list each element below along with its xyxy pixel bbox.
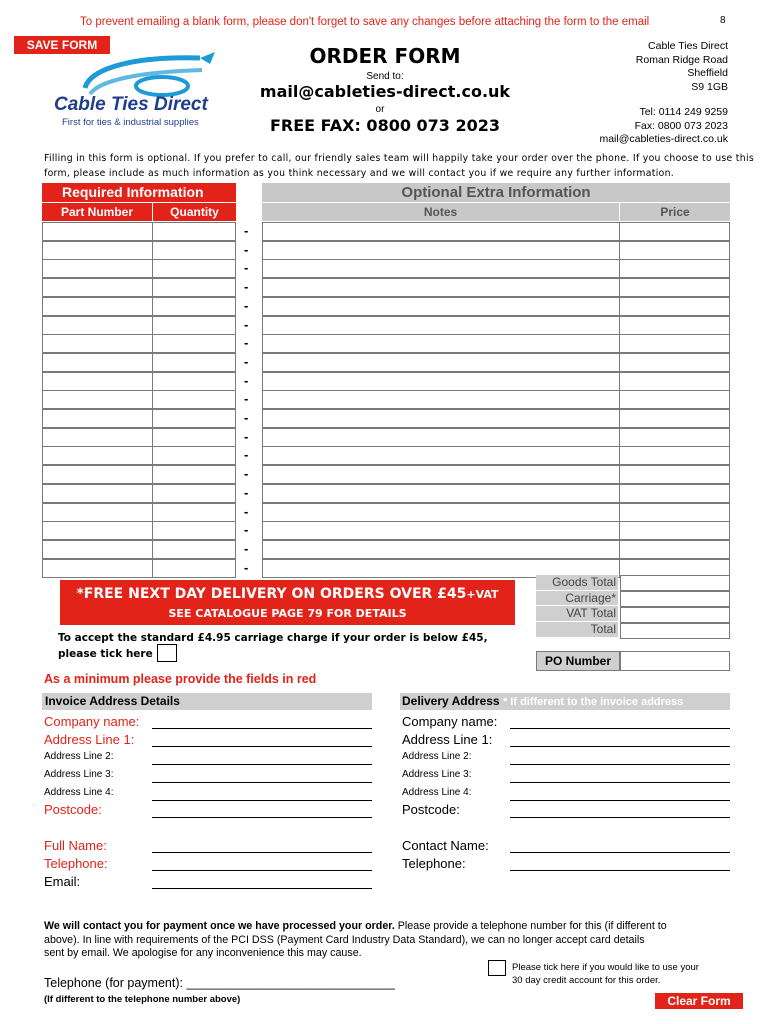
row-separator-dash: - — [244, 466, 249, 481]
delivery-addr2-label: Address Line 2: — [402, 751, 472, 762]
notes-field[interactable] — [262, 316, 620, 335]
delivery-telephone-label: Telephone: — [402, 856, 466, 871]
invoice-company-field[interactable] — [152, 728, 372, 729]
price-field[interactable] — [619, 278, 730, 297]
delivery-company-field[interactable] — [510, 728, 730, 729]
row-separator-dash: - — [244, 429, 249, 444]
delivery-postcode-label: Postcode: — [402, 802, 460, 817]
part-number-field[interactable] — [42, 503, 153, 522]
form-title: ORDER FORM — [309, 44, 461, 68]
price-field[interactable] — [619, 446, 730, 465]
credit-account-checkbox[interactable] — [488, 960, 506, 976]
row-separator-dash: - — [244, 560, 249, 575]
part-number-field[interactable] — [42, 316, 153, 335]
part-number-field[interactable] — [42, 372, 153, 391]
payment-telephone-field[interactable] — [190, 978, 390, 992]
price-field[interactable] — [619, 334, 730, 353]
invoice-company-label: Company name: — [44, 714, 140, 729]
vat-total-field[interactable] — [620, 607, 730, 623]
part-number-field[interactable] — [42, 334, 153, 353]
notes-field[interactable] — [262, 484, 620, 503]
quantity-field[interactable] — [152, 559, 236, 578]
notes-field[interactable] — [262, 297, 620, 316]
company-address — [636, 40, 728, 94]
price-field[interactable] — [619, 353, 730, 372]
send-to-label: Send to: — [366, 71, 404, 82]
invoice-addr3-label: Address Line 3: — [44, 769, 114, 780]
delivery-header-note: * If different to the invoice address — [502, 696, 684, 708]
address-line: Roman Ridge Road — [635, 53, 728, 66]
notes-field[interactable] — [262, 540, 620, 559]
goods-total-field[interactable] — [620, 575, 730, 591]
carriage-note-line: please tick here — [58, 648, 153, 660]
price-field[interactable] — [619, 409, 730, 428]
price-field[interactable] — [619, 540, 730, 559]
row-separator-dash: - — [244, 541, 249, 556]
email-field[interactable] — [152, 888, 372, 889]
row-separator-dash: - — [244, 260, 249, 275]
part-number-field[interactable] — [42, 559, 153, 578]
row-separator-dash: - — [244, 447, 249, 462]
invoice-addr2-field[interactable] — [152, 764, 372, 765]
free-fax: FREE FAX: 0800 073 2023 — [269, 116, 501, 135]
row-separator-dash: - — [244, 504, 249, 519]
vat-total-label: VAT Total — [536, 606, 618, 622]
delivery-addr2-field[interactable] — [510, 764, 730, 765]
quantity-field[interactable] — [152, 334, 236, 353]
price-field[interactable] — [619, 484, 730, 503]
po-number-field[interactable] — [620, 651, 730, 671]
total-label: Total — [536, 622, 618, 638]
delivery-addr4-field[interactable] — [510, 800, 730, 801]
notes-field[interactable] — [262, 241, 620, 260]
row-separator-dash: - — [244, 354, 249, 369]
quantity-field[interactable] — [152, 241, 236, 260]
invoice-addr1-label: Address Line 1: — [44, 732, 135, 747]
invoice-addr4-field[interactable] — [152, 800, 372, 801]
notes-field[interactable] — [262, 278, 620, 297]
payment-line1 — [44, 920, 734, 934]
credit-account-note — [512, 961, 699, 987]
company-contact — [599, 106, 728, 147]
part-number-field[interactable] — [42, 390, 153, 409]
quantity-field[interactable] — [152, 503, 236, 522]
invoice-addr1-field[interactable] — [152, 746, 372, 747]
payment-telephone-note: (If different to the telephone number above) — [44, 994, 241, 1005]
quantity-field[interactable] — [152, 372, 236, 391]
part-number-field[interactable] — [42, 465, 153, 484]
payment-notice — [44, 920, 734, 961]
company-logo — [50, 50, 225, 130]
intro-line: Filling in this form is optional. If you prefer to call, our friendly sales team will happily take your order over the phone. If you choose to use this — [44, 153, 754, 164]
contact-name-field[interactable] — [510, 852, 730, 853]
quantity-field[interactable] — [152, 428, 236, 447]
quantity-field[interactable] — [152, 222, 236, 241]
quantity-field[interactable] — [152, 465, 236, 484]
invoice-postcode-label: Postcode: — [44, 802, 102, 817]
contact-email: mail@cableties-direct.co.uk — [599, 133, 728, 145]
full-name-field[interactable] — [152, 852, 372, 853]
quantity-field[interactable] — [152, 484, 236, 503]
row-separator-dash: - — [244, 522, 249, 537]
credit-line1: Please tick here if you would like to use your — [512, 962, 699, 973]
payment-bold: We will contact you for payment once we have processed your order. — [44, 920, 395, 932]
contact-tel: Tel: 0114 249 9259 — [639, 106, 728, 118]
price-field[interactable] — [619, 259, 730, 278]
quantity-field[interactable] — [152, 297, 236, 316]
part-number-header: Part Number — [42, 203, 152, 221]
minimum-fields-note: As a minimum please provide the fields in red — [44, 672, 317, 686]
invoice-header: Invoice Address Details — [42, 693, 372, 710]
save-form-button[interactable]: SAVE FORM — [14, 36, 110, 54]
part-number-field[interactable] — [42, 353, 153, 372]
price-field[interactable] — [619, 503, 730, 522]
part-number-field[interactable] — [42, 222, 153, 241]
contact-fax: Fax: 0800 073 2023 — [634, 119, 728, 132]
row-separator-dash: - — [244, 317, 249, 332]
totals-labels — [536, 575, 618, 637]
notes-field[interactable] — [262, 521, 620, 540]
promo-line1 — [60, 586, 515, 602]
promo-line1-text: *FREE NEXT DAY DELIVERY ON ORDERS OVER £45 — [76, 586, 467, 602]
intro-text — [44, 151, 754, 181]
notes-field[interactable] — [262, 334, 620, 353]
notes-field[interactable] — [262, 428, 620, 447]
part-number-field[interactable] — [42, 521, 153, 540]
notes-field[interactable] — [262, 222, 620, 241]
required-info-header: Required Information — [42, 183, 236, 202]
payment-line2: above). In line with requirements of the PCI DSS (Payment Card Industry Data Standard), we can no longer accept card details — [44, 933, 645, 946]
address-line: Cable Ties Direct — [648, 40, 728, 52]
price-field[interactable] — [619, 428, 730, 447]
quantity-field[interactable] — [152, 521, 236, 540]
order-email: mail@cableties-direct.co.uk — [259, 82, 511, 101]
notes-header: Notes — [262, 203, 619, 221]
delivery-addr1-label: Address Line 1: — [402, 732, 493, 747]
price-field[interactable] — [619, 465, 730, 484]
carriage-label: Carriage* — [536, 591, 618, 607]
email-label: Email: — [44, 874, 81, 889]
carriage-field[interactable] — [620, 591, 730, 607]
part-number-field[interactable] — [42, 278, 153, 297]
price-field[interactable] — [619, 222, 730, 241]
carriage-checkbox[interactable] — [157, 644, 177, 662]
logo-brand: Cable Ties Direct — [54, 94, 208, 115]
top-notice: To prevent emailing a blank form, please don't forget to save any changes before attaching the form to the email — [80, 16, 650, 28]
part-number-field[interactable] — [42, 297, 153, 316]
part-number-field[interactable] — [42, 409, 153, 428]
price-field[interactable] — [619, 241, 730, 260]
invoice-telephone-field[interactable] — [152, 870, 372, 871]
quantity-field[interactable] — [152, 390, 236, 409]
carriage-note-line: To accept the standard £4.95 carriage charge if your order is below £45, — [58, 632, 488, 644]
total-field[interactable] — [620, 623, 730, 639]
row-separator-dash: - — [244, 242, 249, 257]
delivery-addr1-field[interactable] — [510, 746, 730, 747]
delivery-addr3-label: Address Line 3: — [402, 769, 472, 780]
row-separator-dash: - — [244, 410, 249, 425]
or-label: or — [375, 104, 385, 115]
payment-rest: Please provide a telephone number for this (if different to — [394, 920, 667, 932]
quantity-field[interactable] — [152, 540, 236, 559]
price-field[interactable] — [619, 297, 730, 316]
price-field[interactable] — [619, 316, 730, 335]
row-separator-dash: - — [244, 223, 249, 238]
optional-info-header: Optional Extra Information — [262, 183, 730, 202]
quantity-field[interactable] — [152, 259, 236, 278]
goods-total-label: Goods Total — [536, 575, 618, 591]
part-number-field[interactable] — [42, 540, 153, 559]
row-separator-dash: - — [244, 335, 249, 350]
address-line: S9 1GB — [691, 80, 728, 93]
payment-telephone-label: Telephone (for payment): ______________________________ — [44, 976, 395, 990]
notes-field[interactable] — [262, 353, 620, 372]
promo-line2: SEE CATALOGUE PAGE 79 FOR DETAILS — [168, 607, 407, 620]
delivery-header-title: Delivery Address — [402, 694, 500, 708]
invoice-telephone-label: Telephone: — [44, 856, 108, 871]
clear-form-button[interactable]: Clear Form — [655, 993, 743, 1009]
invoice-addr3-field[interactable] — [152, 782, 372, 783]
delivery-addr4-label: Address Line 4: — [402, 787, 472, 798]
delivery-promo — [60, 580, 515, 625]
quantity-field[interactable] — [152, 409, 236, 428]
invoice-addr4-label: Address Line 4: — [44, 787, 114, 798]
delivery-telephone-field[interactable] — [510, 870, 730, 871]
po-number-label: PO Number — [536, 651, 620, 671]
address-line: Sheffield — [687, 67, 728, 79]
price-field[interactable] — [619, 390, 730, 409]
notes-field[interactable] — [262, 446, 620, 465]
promo-vat: +VAT — [466, 588, 499, 601]
quantity-field[interactable] — [152, 446, 236, 465]
quantity-field[interactable] — [152, 353, 236, 372]
notes-field[interactable] — [262, 409, 620, 428]
row-separator-dash: - — [244, 373, 249, 388]
intro-line: form, please include as much information as you think necessary and we will contact you if we require any further information. — [44, 168, 675, 179]
delivery-header — [400, 693, 730, 710]
invoice-postcode-field[interactable] — [152, 817, 372, 818]
part-number-field[interactable] — [42, 428, 153, 447]
credit-line2: 30 day credit account for this order. — [512, 975, 661, 986]
price-field[interactable] — [619, 521, 730, 540]
notes-field[interactable] — [262, 465, 620, 484]
delivery-postcode-field[interactable] — [510, 817, 730, 818]
row-separator-dash: - — [244, 279, 249, 294]
quantity-field[interactable] — [152, 278, 236, 297]
notes-field[interactable] — [262, 259, 620, 278]
logo-tagline: First for ties & industrial supplies — [62, 117, 199, 128]
payment-line3: sent by email. We apologise for any inconvenience this may cause. — [44, 947, 362, 959]
part-number-field[interactable] — [42, 241, 153, 260]
notes-field[interactable] — [262, 390, 620, 409]
delivery-company-label: Company name: — [402, 714, 498, 729]
contact-name-label: Contact Name: — [402, 838, 489, 853]
notes-field[interactable] — [262, 503, 620, 522]
notes-field[interactable] — [262, 372, 620, 391]
row-separator-dash: - — [244, 298, 249, 313]
row-separator-dash: - — [244, 391, 249, 406]
delivery-addr3-field[interactable] — [510, 782, 730, 783]
quantity-header: Quantity — [153, 203, 236, 221]
quantity-field[interactable] — [152, 316, 236, 335]
part-number-field[interactable] — [42, 259, 153, 278]
carriage-note — [58, 630, 488, 662]
full-name-label: Full Name: — [44, 838, 107, 853]
part-number-field[interactable] — [42, 484, 153, 503]
row-separator-dash: - — [244, 485, 249, 500]
invoice-addr2-label: Address Line 2: — [44, 751, 114, 762]
page-number: 8 — [720, 15, 726, 26]
price-header: Price — [620, 203, 730, 221]
part-number-field[interactable] — [42, 446, 153, 465]
price-field[interactable] — [619, 372, 730, 391]
